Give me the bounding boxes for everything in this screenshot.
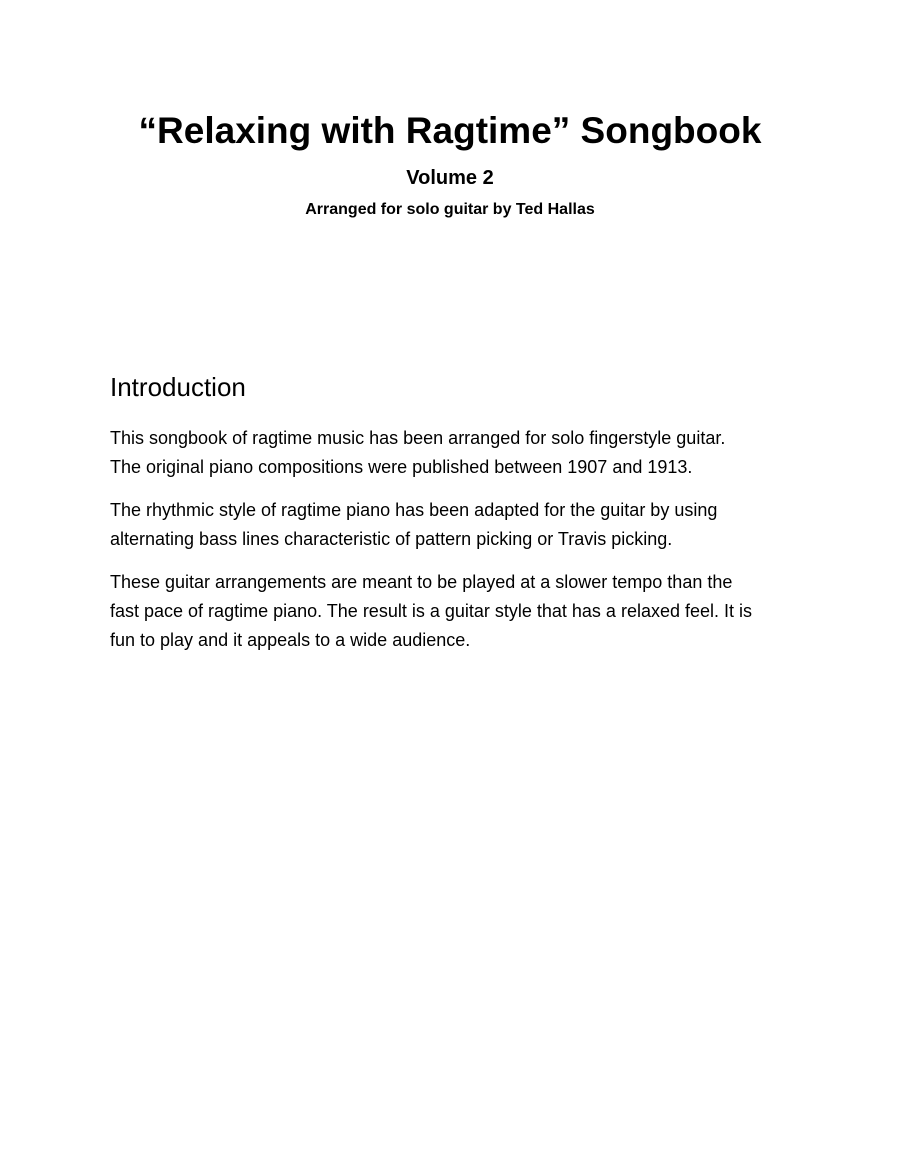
paragraph-line: The original piano compositions were published between 1907 and 1913. <box>110 457 693 477</box>
intro-paragraph-3 <box>110 568 800 655</box>
intro-paragraph-2 <box>110 496 800 554</box>
paragraph-line: This songbook of ragtime music has been arranged for solo fingerstyle guitar. <box>110 428 726 448</box>
volume-label: Volume 2 <box>406 167 494 189</box>
paragraph-line: The rhythmic style of ragtime piano has been adapted for the guitar by using <box>110 500 718 520</box>
intro-paragraph-1 <box>110 424 800 482</box>
paragraph-line: fun to play and it appeals to a wide audience. <box>110 630 471 650</box>
paragraph-line: These guitar arrangements are meant to be played at a slower tempo than the <box>110 572 733 592</box>
songbook-title: “Relaxing with Ragtime” Songbook <box>138 110 762 151</box>
arranger-credit: Arranged for solo guitar by Ted Hallas <box>305 201 595 218</box>
introduction-heading: Introduction <box>110 372 246 402</box>
paragraph-line: alternating bass lines characteristic of pattern picking or Travis picking. <box>110 529 673 549</box>
paragraph-line: fast pace of ragtime piano. The result is a guitar style that has a relaxed feel. It is <box>110 601 753 621</box>
